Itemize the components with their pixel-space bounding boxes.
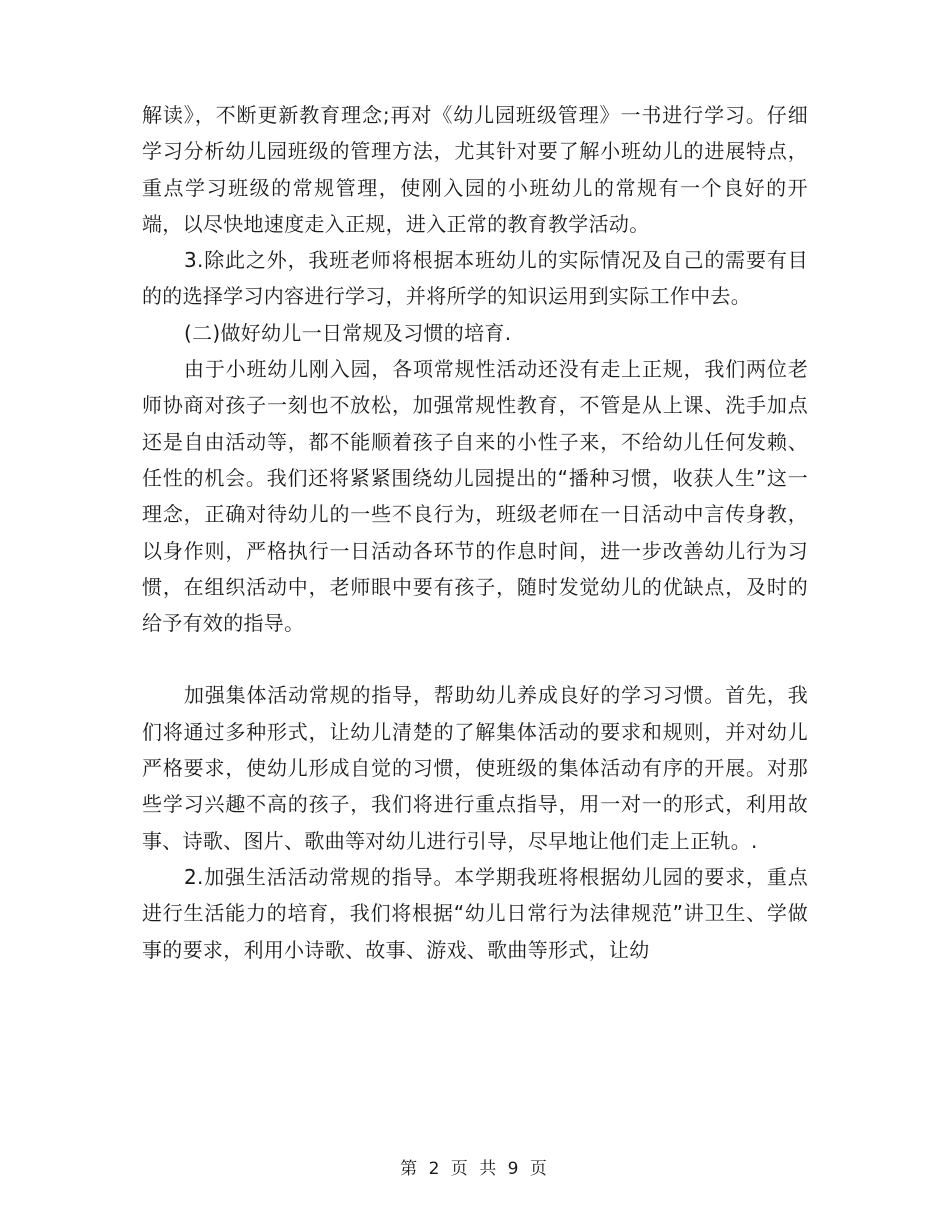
paragraph-collective-activity: 加强集体活动常规的指导，帮助幼儿养成良好的学习习惯。首先，我们将通过多种形式，让幼儿清楚的了解集体活动的要求和规则，并对幼儿严格要求，使幼儿形成自觉的习惯，使班级的集体活动有序的开展。对那些学习兴趣不高的孩子，我们将进行重点指导，用一对一的形式，利用故事、诗歌、图片、歌曲等对幼儿进行引导，尽早地让他们走上正轨。. [142, 683, 808, 853]
paragraph-item-2: 2.加强生活活动常规的指导。本学期我班将根据幼儿园的要求，重点进行生活能力的培育，我们将根据“幼儿日常行为法律规范”讲卫生、学做事的要求，利用小诗歌、故事、游戏、歌曲等形式，让幼 [142, 864, 808, 962]
page-number-footer: 第 2 页 共 9 页 [400, 1159, 550, 1179]
section-heading: (二)做好幼儿一日常规及习惯的培育. [184, 320, 512, 345]
document-body [142, 97, 808, 968]
paragraph-item-3: 3.除此之外，我班老师将根据本班幼儿的实际情况及自己的需要有目的的选择学习内容进行学习，并将所学的知识运用到实际工作中去。 [142, 248, 808, 309]
paragraph-continuation: 解读》，不断更新教育理念;再对《幼儿园班级管理》一书进行学习。仔细学习分析幼儿园班级的管理方法，尤其针对要了解小班幼儿的进展特点，重点学习班级的常规管理，使刚入园的小班幼儿的常规有一个良好的开端，以尽快地速度走入正规，进入正常的教育教学活动。 [142, 103, 808, 236]
paragraph-routine: 由于小班幼儿刚入园，各项常规性活动还没有走上正规，我们两位老师协商对孩子一刻也不放松，加强常规性教育，不管是从上课、洗手加点还是自由活动等，都不能顺着孩子自来的小性子来，不给幼儿任何发赖、任性的机会。我们还将紧紧围绕幼儿园提出的“播种习惯，收获人生”这一理念，正确对待幼儿的一些不良行为，班级老师在一日活动中言传身教，以身作则，严格执行一日活动各环节的作息时间，进一步改善幼儿行为习惯，在组织活动中，老师眼中要有孩子，随时发觉幼儿的优缺点，及时的给予有效的指导。 [142, 357, 808, 636]
